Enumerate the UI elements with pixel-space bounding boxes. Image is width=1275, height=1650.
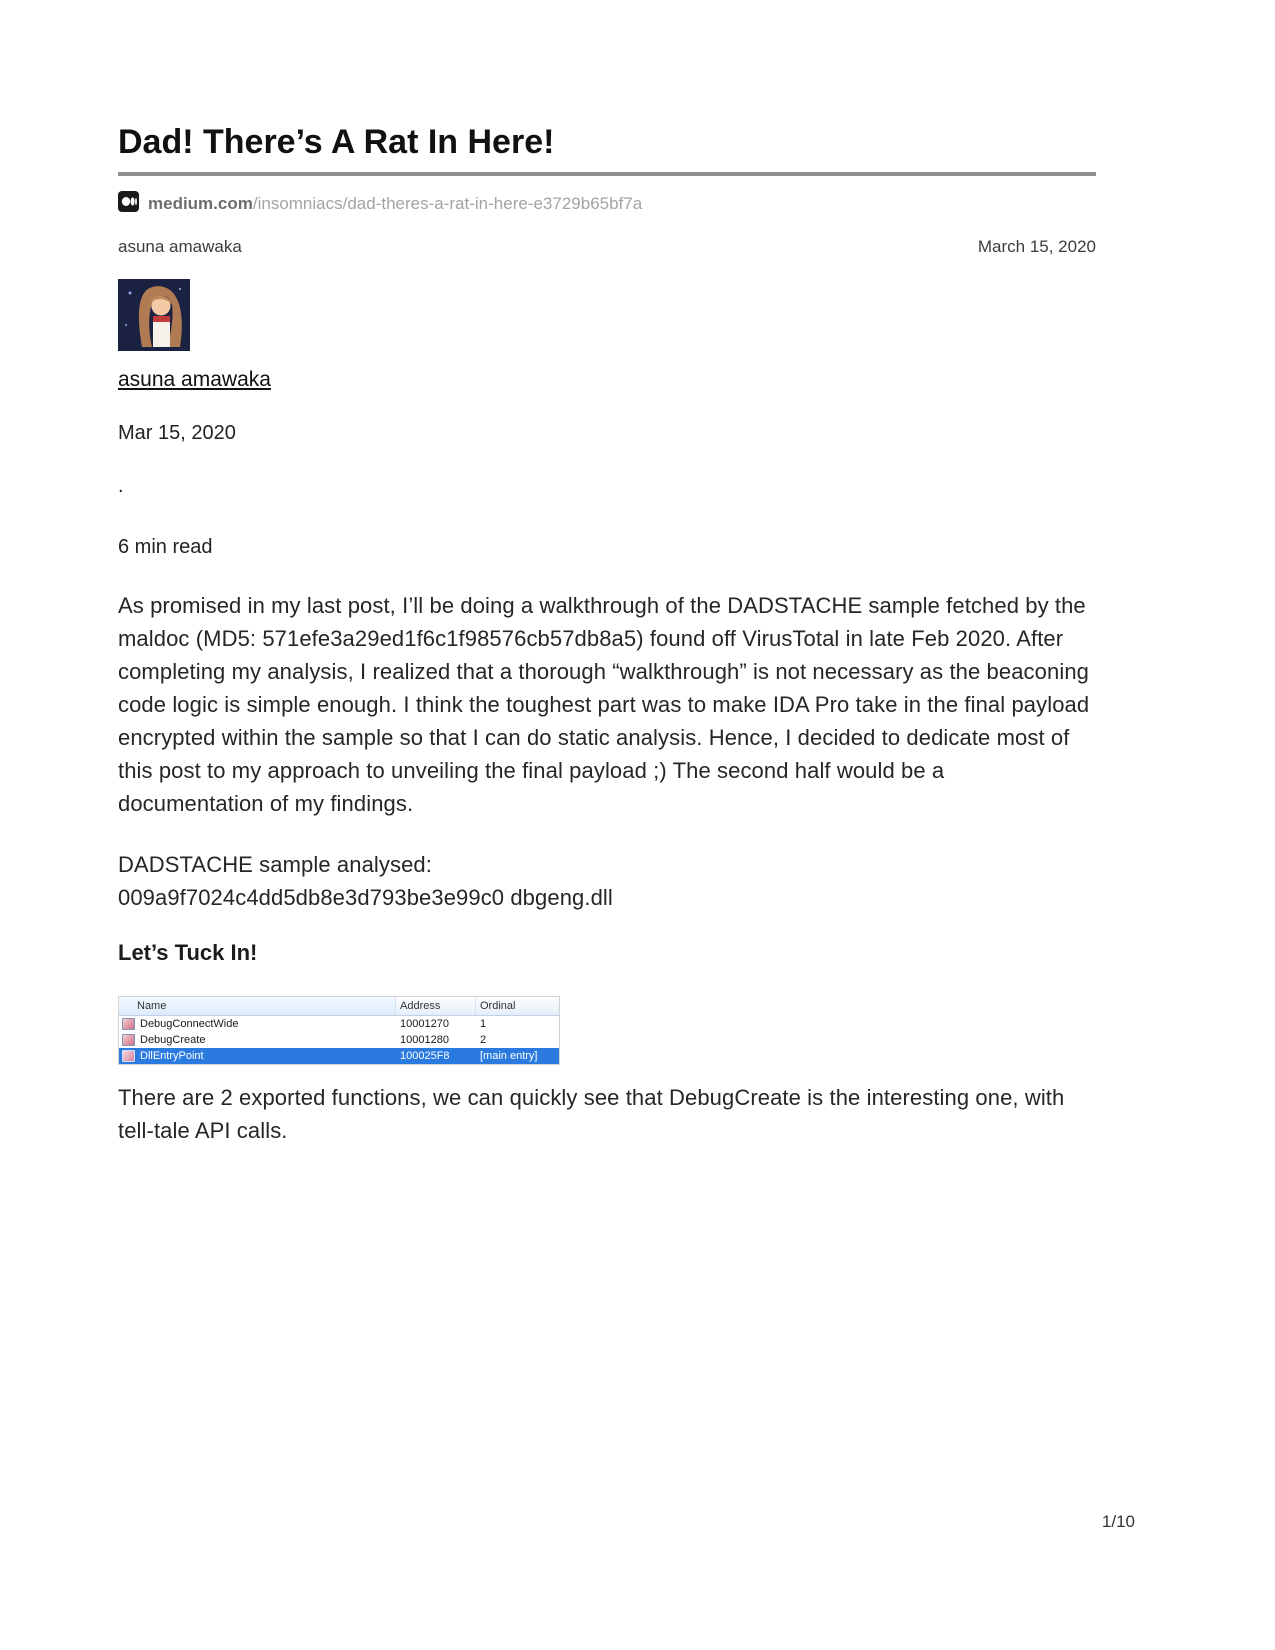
page-number: 1/10 [1101,1512,1135,1531]
export-ordinal: [main entry] [480,1050,538,1062]
export-row-debugconnectwide [119,1016,559,1032]
sample-hash: 009a9f7024c4dd5db8e3d793be3e99c0 dbgeng.dll [118,885,613,910]
source-domain: medium.com [148,194,253,213]
export-function-icon [122,1034,135,1046]
byline-row [118,237,1096,257]
medium-logo-icon [118,191,139,217]
meta-separator-dot: . [118,475,124,497]
read-time: 6 min read [118,536,213,558]
article-title: Dad! There’s A Rat In Here! [118,123,555,161]
exports-screenshot [118,996,560,1065]
export-address: 10001270 [400,1018,449,1030]
export-address: 100025F8 [400,1050,450,1062]
export-name: DebugCreate [140,1034,206,1046]
export-function-icon [122,1018,135,1030]
export-ordinal: 2 [480,1034,487,1046]
sample-label: DADSTACHE sample analysed: [118,852,432,877]
exports-comment-paragraph: There are 2 exported functions, we can quickly see that DebugCreate is the interesting one, with tell-tale API calls. [118,1085,1065,1143]
export-name: DebugConnectWide [140,1018,239,1030]
intro-paragraph: As promised in my last post, I’ll be doing a walkthrough of the DADSTACHE sample fetched by the maldoc (MD5: 571efe3a29ed1f6c1f98576cb57db8a5) found off VirusTotal in late Feb 2020. After completing my analysis, I realized that a thorough “walkthrough” is not necessary as the beaconing code logic is simple enough. I think the toughest part was to make IDA Pro take in the final payload encrypted within the sample so that I can do static analysis. Hence, I decided to dedicate most of this post to my approach to unveiling the final payload ;) The second half would be a documentation of my findings. [118,593,1090,816]
column-header-ordinal: Ordinal [480,999,516,1012]
author-avatar-image [118,279,190,351]
byline-author: asuna amawaka [118,237,242,256]
export-function-icon [122,1050,135,1062]
author-profile-link[interactable]: asuna amawaka [118,368,271,391]
column-header-name: Name [119,997,396,1015]
post-date: Mar 15, 2020 [118,422,236,444]
author-avatar[interactable] [118,279,190,351]
column-header-address: Address [396,997,476,1015]
source-path: /insomniacs/dad-theres-a-rat-in-here-e3729b65bf7a [252,194,643,213]
source-url-text [148,194,642,214]
export-ordinal: 1 [480,1018,487,1030]
section-heading: Let’s Tuck In! [118,940,258,965]
sample-info-block [118,848,1096,914]
byline-date: March 15, 2020 [977,237,1096,256]
export-row-dllentrypoint-selected [119,1048,559,1064]
article-content [118,122,1096,1175]
exports-table-header [119,997,559,1016]
export-name: DllEntryPoint [140,1050,204,1062]
export-address: 10001280 [400,1034,449,1046]
title-divider [118,172,1096,176]
source-url-row [118,191,1096,217]
export-row-debugcreate [119,1032,559,1048]
